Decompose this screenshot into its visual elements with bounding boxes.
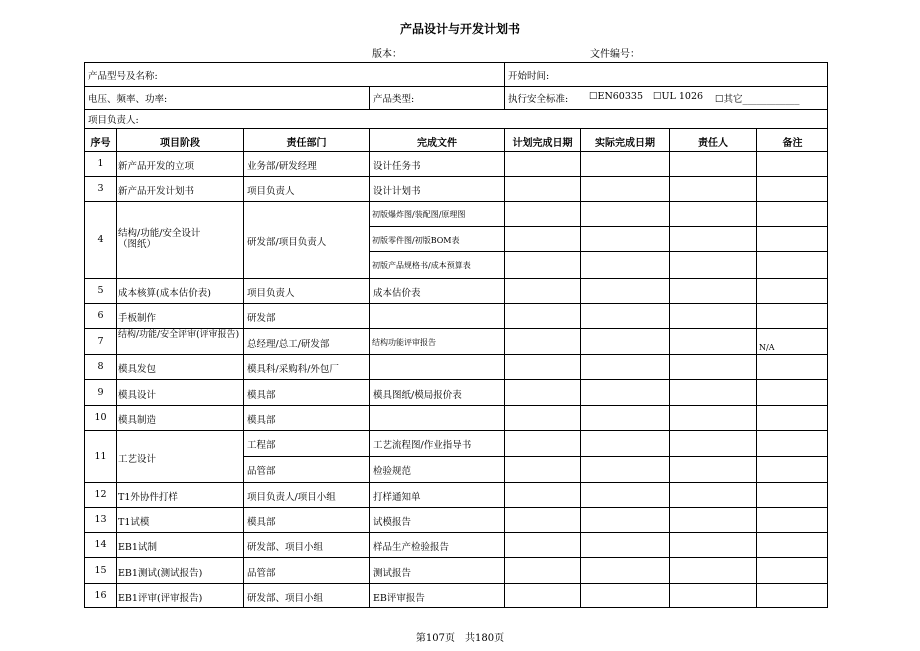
column-header: 项目阶段: [160, 138, 200, 149]
table-line: [669, 128, 670, 608]
table-line: [84, 532, 828, 533]
row-number: 14: [94, 539, 107, 550]
doc-cell: 结构功能评审报告: [372, 338, 436, 347]
stage-cell: EB1评审(评审报告): [118, 593, 203, 604]
doc-cell: 样品生产检验报告: [373, 542, 450, 553]
remark-cell: N/A: [759, 343, 775, 352]
table-line: [84, 278, 828, 279]
voltage-label: 电压、频率、功率:: [88, 94, 168, 105]
stage-cell: 结构/功能/安全设计（图纸）: [118, 228, 201, 250]
doc-cell: 工艺流程图/作业指导书: [373, 440, 472, 451]
row-number: 12: [94, 489, 107, 500]
table-line: [756, 128, 757, 608]
column-header: 责任部门: [286, 138, 327, 149]
doc-cell: 成本估价表: [373, 288, 421, 299]
doc-cell: 初版产品规格书/成本预算表: [372, 261, 471, 270]
stage-cell: 新产品开发计划书: [118, 186, 195, 197]
dept-cell: 模具部: [247, 390, 276, 401]
doc-cell: 初版零件图/初版BOM表: [372, 236, 460, 245]
row-number: 9: [97, 387, 104, 398]
table-line: [84, 86, 828, 87]
dept-cell: 项目负责人: [247, 186, 295, 197]
table-line: [369, 226, 828, 227]
dept-cell: 研发部: [247, 313, 276, 324]
row-number: 1: [97, 158, 104, 169]
row-number: 7: [97, 336, 104, 347]
row-number: 5: [97, 285, 104, 296]
column-header: 完成文件: [417, 138, 457, 149]
stage-cell: EB1试制: [118, 542, 157, 553]
dept-cell: 总经理/总工/研发部: [247, 339, 330, 350]
table-line: [504, 128, 505, 608]
stage-cell: 成本核算(成本估价表): [118, 288, 211, 299]
start-time-label: 开始时间:: [508, 71, 550, 82]
table-line: [84, 430, 828, 431]
table-line: [84, 109, 828, 110]
table-line: [84, 328, 828, 329]
stage-cell: 模具设计: [118, 390, 157, 401]
row-number: 8: [97, 361, 104, 372]
table-line: [84, 176, 828, 177]
stage-cell: 结构/功能/安全评审(评审报告): [118, 330, 240, 340]
table-line: [84, 303, 828, 304]
table-line: [369, 251, 828, 252]
row-number: 16: [94, 590, 107, 601]
dept-cell: 模具科/采购科/外包厂: [247, 364, 339, 375]
safety-standard-label: 执行安全标准:: [508, 94, 569, 105]
stage-cell: EB1测试(测试报告): [118, 568, 203, 579]
table-line: [84, 128, 828, 129]
page-footer: 第107页 共180页: [415, 633, 505, 644]
dept-cell: 模具部: [247, 517, 276, 528]
table-line: [504, 62, 505, 109]
stage-cell: T1试模: [118, 517, 150, 528]
doc-cell: 测试报告: [373, 568, 412, 579]
doc-cell: 设计计划书: [373, 186, 421, 197]
product-type-label: 产品类型:: [373, 94, 415, 105]
table-line: [369, 86, 370, 109]
table-line: [84, 557, 828, 558]
table-line: [84, 379, 828, 380]
column-header: 序号: [90, 138, 111, 149]
dept-cell: 品管部: [247, 466, 276, 477]
table-line: [84, 405, 828, 406]
row-number: 4: [97, 234, 104, 245]
dept-cell: 品管部: [247, 568, 276, 579]
doc-cell: EB评审报告: [373, 593, 425, 604]
table-line: [84, 482, 828, 483]
stage-cell: 新产品开发的立项: [118, 161, 195, 172]
page-title: 产品设计与开发计划书: [399, 22, 520, 36]
column-header: 实际完成日期: [595, 138, 655, 149]
stage-cell: 工艺设计: [118, 454, 157, 465]
table-line: [84, 507, 828, 508]
table-line: [84, 201, 828, 202]
dept-cell: 业务部/研发经理: [247, 161, 317, 172]
table-line: [84, 583, 828, 584]
dept-cell: 模具部: [247, 415, 276, 426]
standard-option-other: ☐其它____________: [715, 94, 800, 105]
stage-cell: 手板制作: [118, 313, 157, 324]
dept-cell: 研发部、项目小组: [247, 542, 324, 553]
table-line: [580, 128, 581, 608]
project-leader-label: 项目负责人:: [88, 115, 139, 126]
row-number: 3: [97, 183, 104, 194]
doc-cell: 检验规范: [373, 466, 412, 477]
stage-cell: 模具制造: [118, 415, 157, 426]
column-header: 计划完成日期: [512, 138, 573, 149]
model-name-label: 产品型号及名称:: [88, 71, 158, 82]
table-line: [116, 128, 117, 608]
row-number: 11: [94, 451, 107, 462]
table-line: [243, 456, 828, 457]
stage-cell: 模具发包: [118, 364, 157, 375]
row-number: 13: [94, 514, 107, 525]
dept-cell: 项目负责人: [247, 288, 295, 299]
table-line: [84, 354, 828, 355]
row-number: 15: [94, 565, 107, 576]
standard-option-ul1026: ☐UL 1026: [653, 91, 704, 102]
doc-cell: 打样通知单: [373, 492, 421, 503]
doc-cell: 模具图纸/模局报价表: [373, 390, 462, 401]
version-label: 版本：: [372, 49, 402, 60]
stage-cell: T1外协件打样: [118, 492, 178, 503]
doc-cell: 设计任务书: [373, 161, 421, 172]
dept-cell: 项目负责人/项目小组: [247, 492, 336, 503]
column-header: 备注: [782, 138, 803, 149]
row-number: 10: [94, 412, 107, 423]
doc-cell: 初版爆炸图/装配图/原理图: [372, 210, 466, 219]
dept-cell: 工程部: [247, 440, 276, 451]
table-line: [243, 128, 244, 608]
column-header: 责任人: [698, 138, 728, 149]
row-number: 6: [97, 310, 104, 321]
table-line: [84, 151, 828, 152]
dept-cell: 研发部、项目小组: [247, 593, 324, 604]
doc-cell: 试模报告: [373, 517, 412, 528]
doc-number-label: 文件编号：: [590, 49, 640, 60]
dept-cell: 研发部/项目负责人: [247, 237, 327, 248]
standard-option-en60335: ☐EN60335: [589, 91, 643, 102]
table-line: [369, 128, 370, 608]
